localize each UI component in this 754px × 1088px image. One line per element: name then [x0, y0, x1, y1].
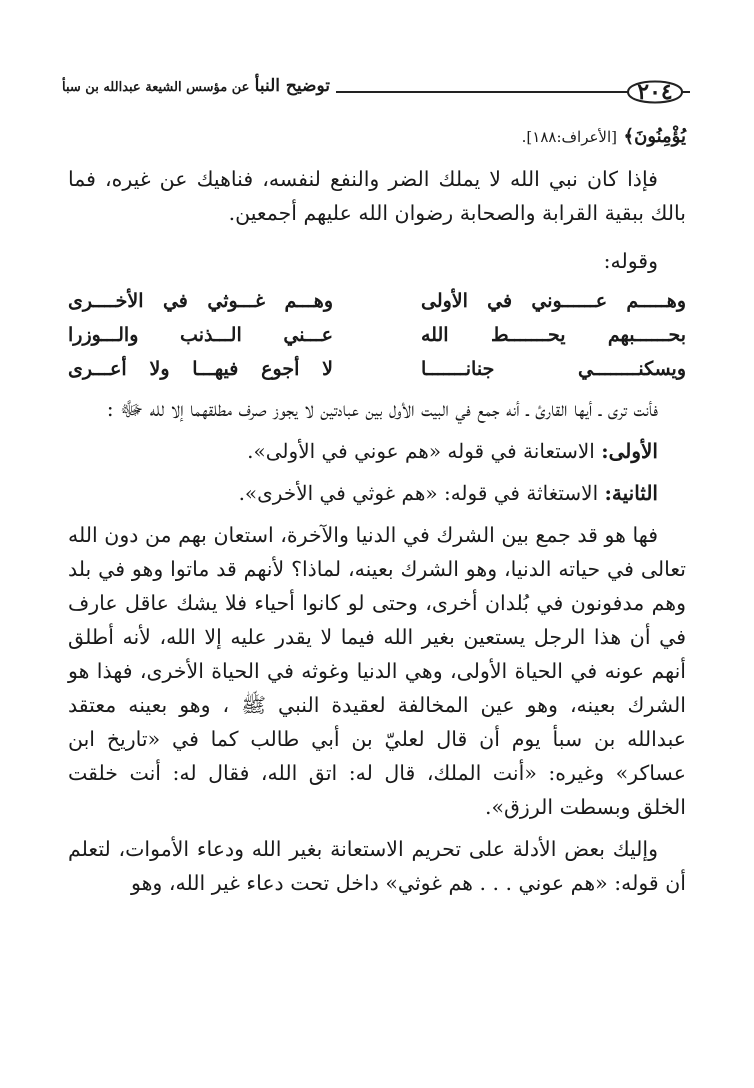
- first-point-label: الأولى:: [601, 439, 658, 463]
- poem-hemistich-second: عـــني الـــذنب والـــوزرا: [68, 324, 333, 346]
- poem-hemistich-second: وهـــم غـــوثي في الأخــــرى: [68, 290, 333, 312]
- poem-line: [68, 318, 686, 352]
- poem-line: [68, 352, 686, 386]
- poem-hemistich-first: ويسكنــــــــي جنانـــــــا: [421, 358, 686, 380]
- poem-line: [68, 284, 686, 318]
- poem: [68, 284, 686, 386]
- second-point-label: الثانية:: [604, 481, 658, 505]
- second-point-text: الاستغاثة في قوله: «هم غوثي في الأخرى».: [238, 481, 599, 505]
- verse-citation: [الأعراف:١٨٨].: [521, 128, 618, 146]
- page-header: [62, 72, 690, 112]
- paragraph-4: وإليك بعض الأدلة على تحريم الاستعانة بغير الله ودعاء الأموات، لتعلم أن قوله: «هم عوني . . . هم غوثي» داخل تحت دعاء غير الله، وهو: [68, 837, 686, 895]
- page-content: [68, 118, 686, 900]
- poem-hemistich-second: لا أجوع فيهـــا ولا أعـــرى: [68, 358, 333, 380]
- second-point: [68, 476, 686, 510]
- page-number: ٢٠٤: [637, 79, 673, 105]
- verse-text: يُؤْمِنُونَ﴾: [623, 126, 686, 147]
- paragraph-2: فأنت ترى ـ أيها القارئ ـ أنه جمع في البيت الأول بين عبادتين لا يجوز صرف مطلقهما إلا لله ﷻ :: [106, 397, 658, 421]
- page-number-badge: [620, 72, 690, 112]
- running-title-sub: عن مؤسس الشيعة عبدالله بن سبأ: [62, 80, 250, 95]
- poem-hemistich-first: بحــــــبهم يحـــــــط الله: [421, 324, 686, 346]
- poem-intro: وقوله:: [603, 249, 658, 273]
- paragraph-1: فإذا كان نبي الله لا يملك الضر والنفع لنفسه، فناهيك عن غيره، فما بالك ببقية القرابة والصحابة رضوان الله عليهم أجمعين.: [68, 167, 686, 225]
- poem-hemistich-first: وهـــــم عــــــوني في الأولى: [421, 290, 686, 312]
- first-point: [68, 434, 686, 468]
- paragraph-3: فها هو قد جمع بين الشرك في الدنيا والآخرة، استعان بهم من دون الله تعالى في حياته الدنيا، وهو الشرك بعينه، لماذا؟ لأنهم قد ماتوا وهو في بلد وهم مدفونون في بُلدان أخرى، وحتى لو كانوا أحياء فلا يشك عاقل عارف في أن هذا الرجل يستعين بغير الله فيما لا يقدر عليه إلا الله، لأنه أطلق أنهم عونه في الحياة الأولى، وهي الدنيا وغوثه في الحياة الأخرى، فهذا هو الشرك بعينه، وهو عين المخالفة لعقيدة النبي ﷺ ، وهو بعينه معتقد عبدالله بن سبأ يوم أن قال لعليّ بن أبي طالب كما في «تاريخ ابن عساكر» وغيره: «أنت الملك، قال له: اتق الله، فقال له: أنت خلقت الخلق وبسطت الرزق».: [68, 523, 686, 819]
- first-point-text: الاستعانة في قوله «هم عوني في الأولى».: [247, 439, 595, 463]
- running-title-main: توضيح النبأ: [254, 76, 330, 96]
- running-title: [62, 76, 336, 96]
- verse-reference: [68, 118, 686, 154]
